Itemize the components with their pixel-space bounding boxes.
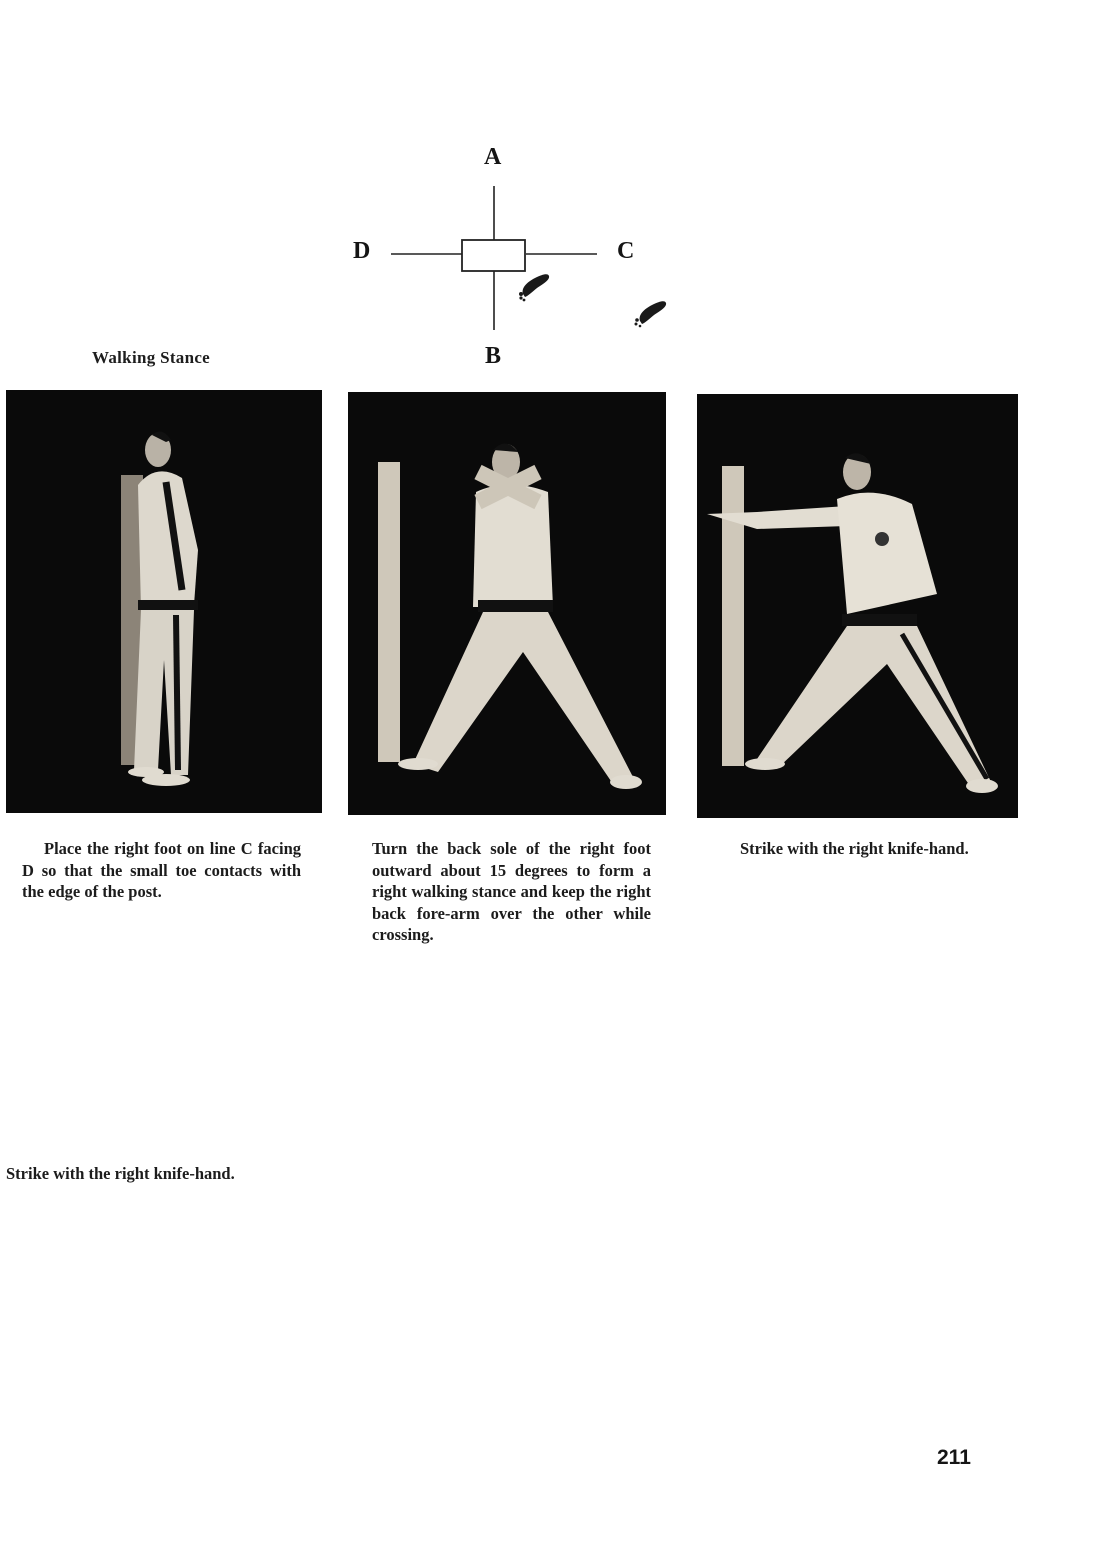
caption-step-1: Place the right foot on line C facing D so that the small toe contacts with the edge of the post. bbox=[22, 839, 301, 901]
caption-step-3: Strike with the right knife-hand. bbox=[740, 839, 969, 858]
direction-diagram bbox=[340, 130, 700, 380]
diagram-label-a: A bbox=[484, 144, 502, 170]
caption-step-2: Turn the back sole of the right foot outward about 15 degrees to form a right walking stance and keep the right back fore-arm over the other while crossing. bbox=[372, 839, 651, 944]
figure-strike-illustration bbox=[697, 394, 1018, 818]
figure-crossed-illustration bbox=[348, 392, 666, 815]
diagram-label-c: C bbox=[617, 238, 635, 264]
page-number: 211 bbox=[937, 1446, 971, 1469]
diagram-label-d: D bbox=[353, 238, 371, 264]
footprint-icon bbox=[632, 295, 672, 329]
figure-standing-illustration bbox=[6, 390, 322, 813]
caption-lower: Strike with the right knife-hand. bbox=[6, 1164, 235, 1183]
section-title: Walking Stance bbox=[92, 348, 211, 367]
photo-knife-hand-strike bbox=[697, 394, 1018, 818]
diagram-lines bbox=[340, 130, 700, 380]
footprint-icon bbox=[515, 268, 555, 302]
photo-crossed-forearms bbox=[348, 392, 666, 815]
diagram-label-b: B bbox=[485, 343, 502, 369]
post-rect-icon bbox=[462, 240, 525, 271]
photo-standing bbox=[6, 390, 322, 813]
